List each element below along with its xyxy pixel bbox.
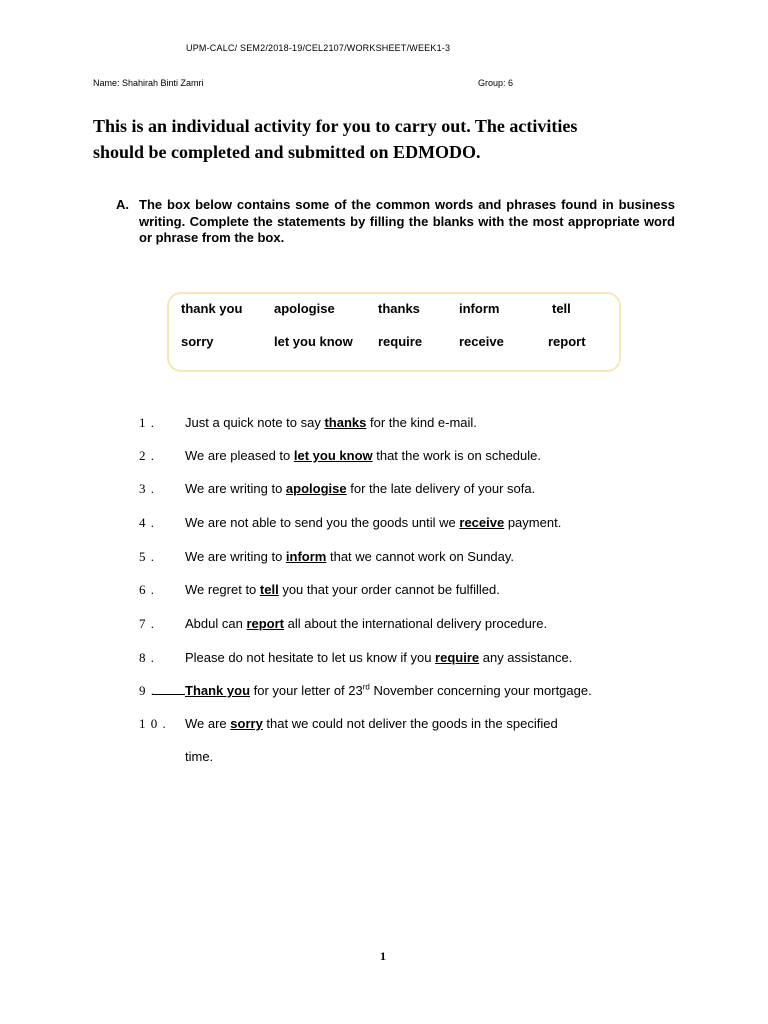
question-number: 7 .: [139, 616, 155, 631]
word-box-item: require: [378, 334, 423, 349]
question-number: 6 .: [139, 582, 155, 597]
intro-line-1: This is an individual activity for you to carry out. The activities: [93, 116, 578, 136]
question-text: Just a quick note to say thanks for the kind e-mail.: [185, 415, 477, 430]
question-text: We are pleased to let you know that the work is on schedule.: [185, 448, 541, 463]
question-number: 9 .: [139, 683, 155, 698]
word-box-item: inform: [459, 301, 500, 316]
question-number: 2 .: [139, 448, 155, 463]
answer: let you know: [293, 448, 373, 463]
course-code: UPM-CALC/ SEM2/2018-19/CEL2107/WORKSHEET/WEEK1-3: [186, 43, 451, 53]
word-box-item: thanks: [378, 301, 420, 316]
answer: sorry: [230, 716, 263, 731]
word-box-item: receive: [459, 334, 504, 349]
question-text: We are not able to send you the goods until we receive payment.: [185, 515, 562, 530]
answer: tell: [259, 582, 279, 597]
answer: Thank you: [185, 683, 251, 698]
answer: report: [246, 616, 284, 631]
answer: thanks: [324, 415, 367, 430]
question-number: 3 .: [139, 481, 155, 496]
word-box-item: let you know: [274, 334, 353, 349]
answer: inform: [285, 549, 327, 564]
word-box-item: apologise: [274, 301, 335, 316]
section-instructions: The box below contains some of the common words and phrases found in business writing. Complete the statements by filling the blanks with the most appropriate word or phrase from the box.: [139, 197, 675, 245]
question-text: Thank you for your letter of 23rd November concerning your mortgage.: [152, 683, 592, 698]
page-number: 1: [380, 949, 386, 963]
word-box-item: thank you: [181, 301, 243, 316]
question-number: 1 0 .: [139, 716, 167, 731]
question-text: Abdul can report all about the international delivery procedure.: [185, 616, 548, 631]
question-continuation: time.: [185, 749, 214, 764]
word-box-item: report: [548, 334, 586, 349]
question-number: 1 .: [139, 415, 155, 430]
group-number: Group: 6: [478, 78, 514, 88]
question-text: We are sorry that we could not deliver the goods in the specified: [185, 716, 558, 731]
blank-underline: [152, 683, 185, 695]
intro-statement: [93, 113, 693, 165]
word-box-item: tell: [552, 301, 571, 316]
question-number: 4 .: [139, 515, 155, 530]
answer: apologise: [285, 481, 347, 496]
section-letter: A.: [116, 197, 129, 212]
question-number: 8 .: [139, 650, 155, 665]
question-text: We are writing to apologise for the late delivery of your sofa.: [185, 481, 536, 496]
student-name: Name: Shahirah Binti Zamri: [93, 78, 204, 88]
intro-line-2: should be completed and submitted on EDMODO.: [93, 142, 481, 162]
answer: require: [435, 650, 480, 665]
question-text: Please do not hesitate to let us know if you require any assistance.: [185, 650, 573, 665]
answer: receive: [459, 515, 505, 530]
question-text: We regret to tell you that your order cannot be fulfilled.: [185, 582, 500, 597]
question-text: We are writing to inform that we cannot work on Sunday.: [185, 549, 515, 564]
word-box-item: sorry: [181, 334, 214, 349]
question-number: 5 .: [139, 549, 155, 564]
